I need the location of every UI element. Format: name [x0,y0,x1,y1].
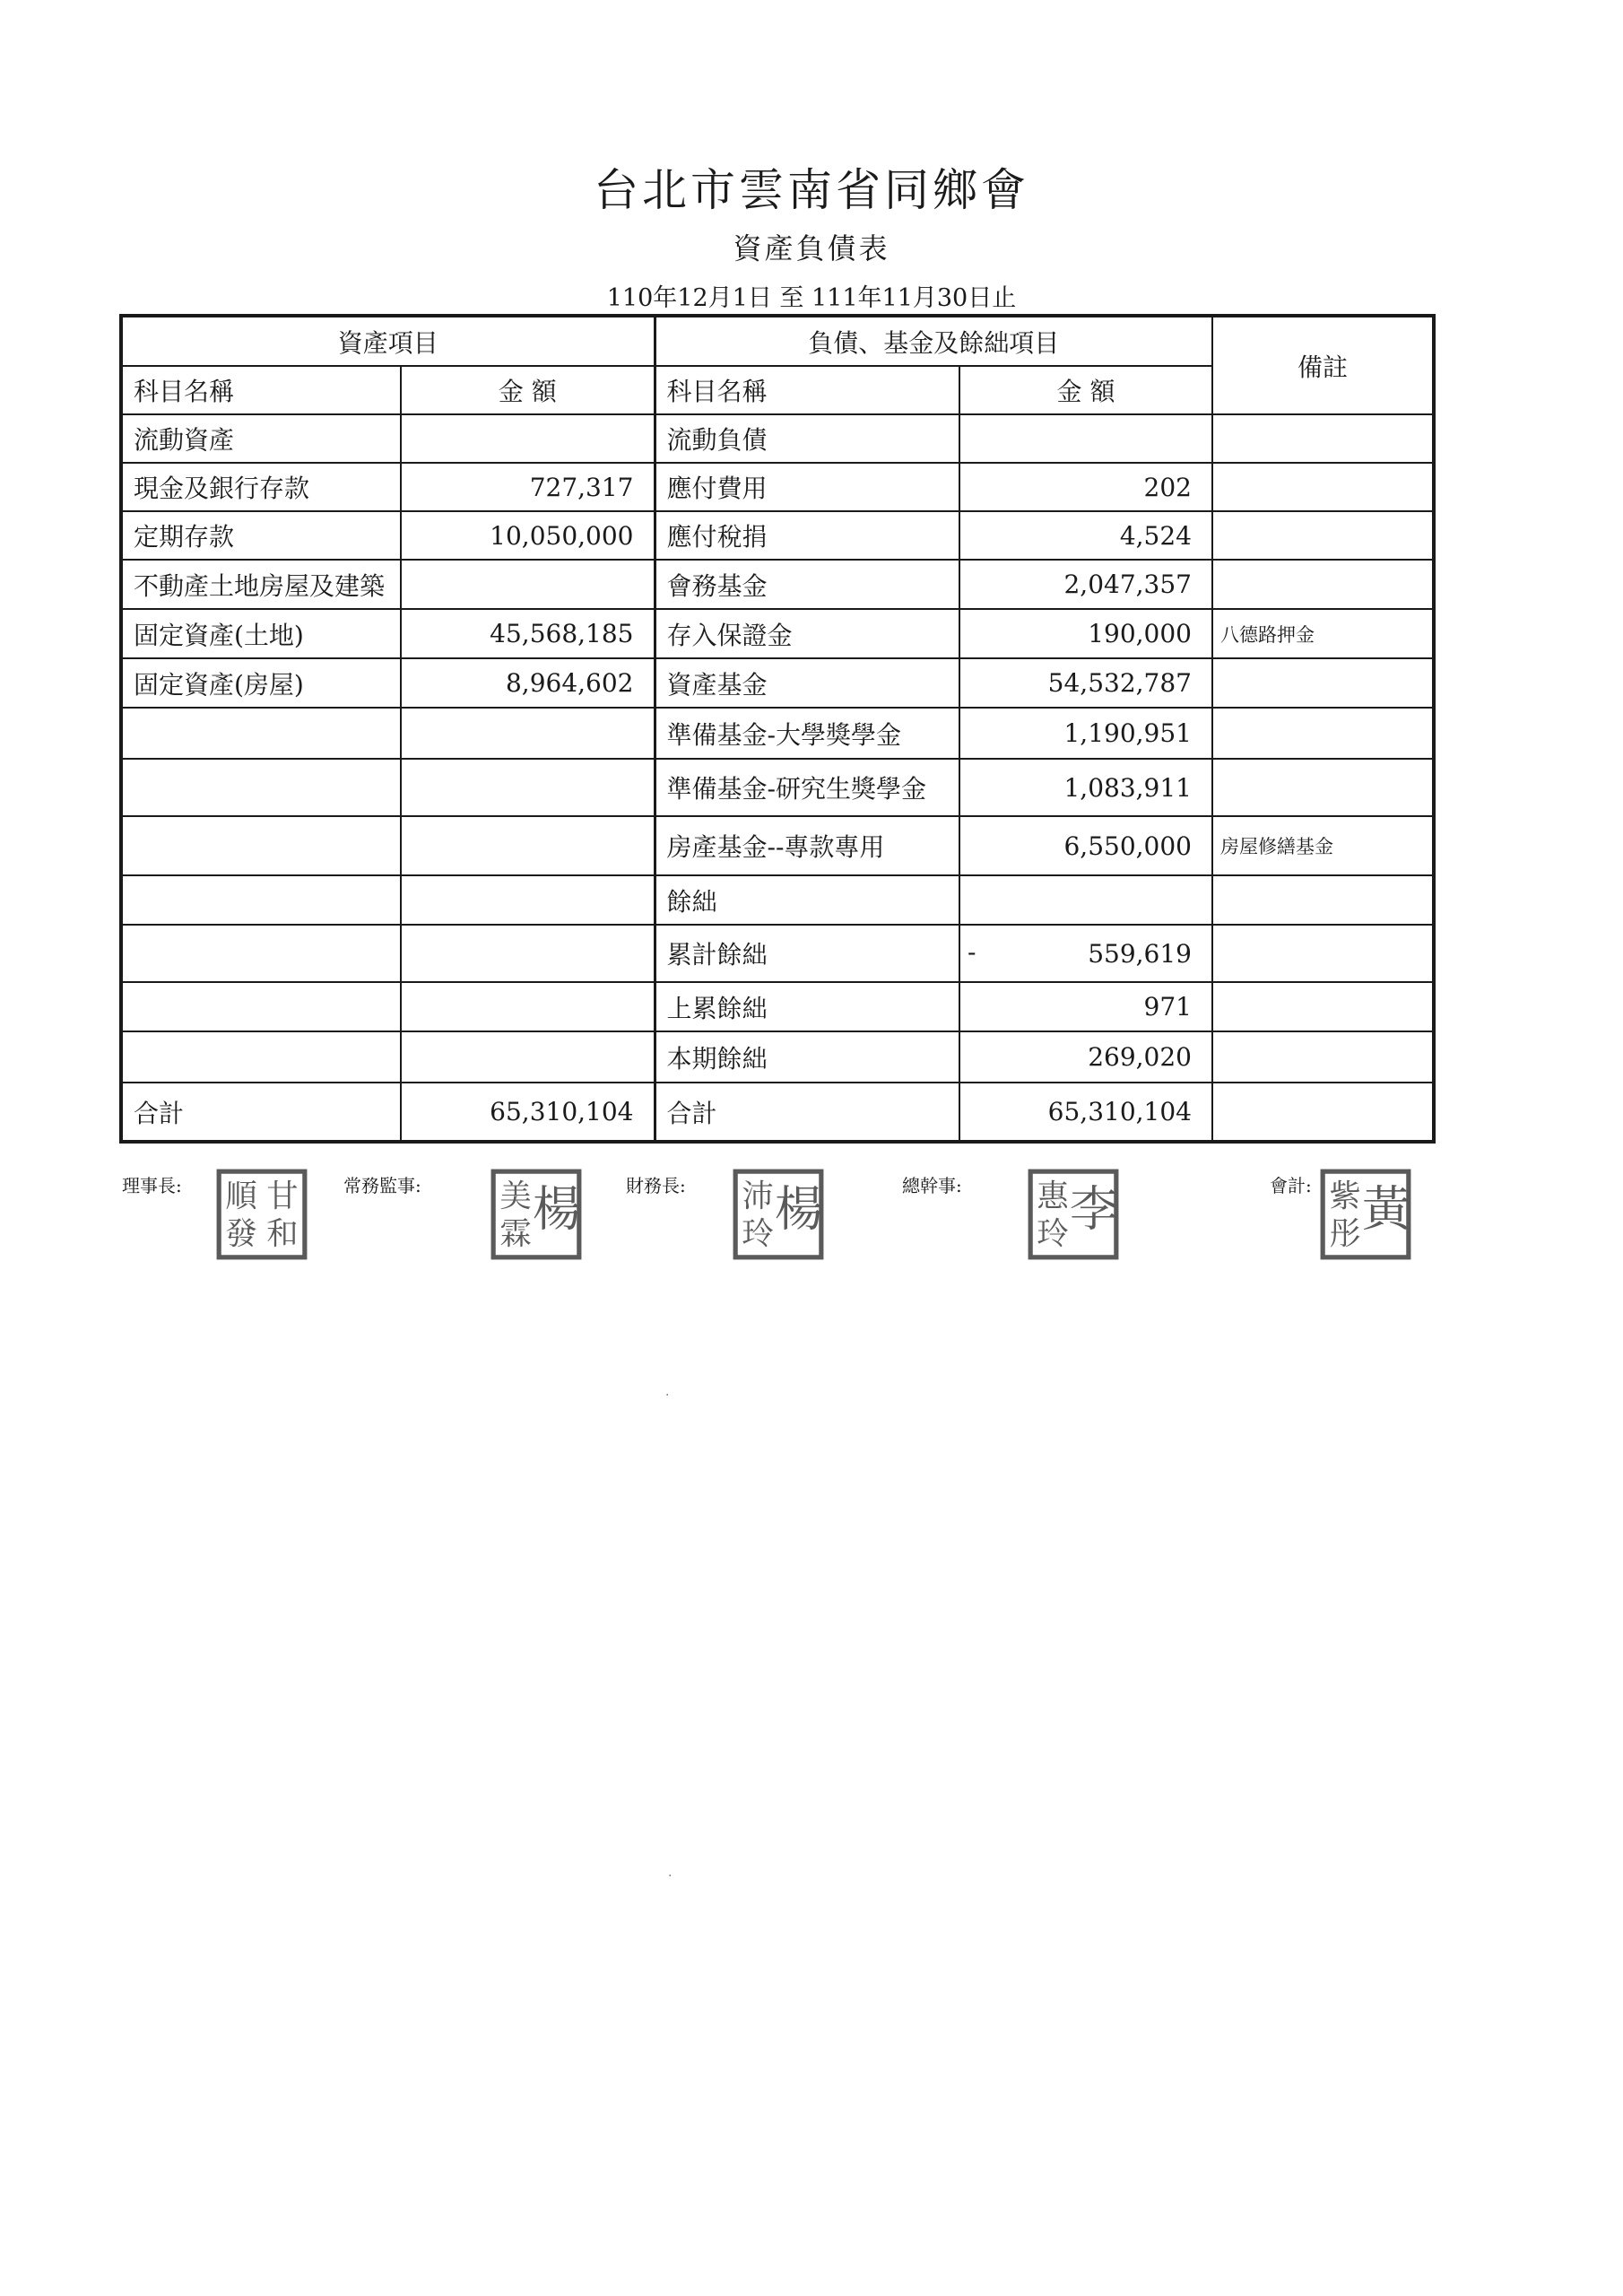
document-subtitle: 資產負債表 [733,231,890,265]
liability-name-cell: 準備基金-大學獎學金 [655,708,959,759]
asset-amount-column-header: 金 額 [401,366,655,414]
asset-name-cell [121,925,401,982]
liability-name-cell: 餘絀 [655,875,959,925]
liability-name-cell: 會務基金 [655,560,959,609]
liability-name-cell: 資產基金 [655,658,959,708]
liability-amount-column-header: 金 額 [959,366,1212,414]
asset-amount-cell [401,875,655,925]
table-row [121,1031,1434,1083]
liability-amount-cell [959,982,1212,1031]
asset-name-cell [121,708,401,759]
table-row [121,759,1434,816]
liability-total-label: 合計 [655,1083,959,1142]
asset-amount-cell [401,1031,655,1083]
amount-value: 4,524 [1119,520,1192,551]
asset-name-cell: 不動產土地房屋及建築 [121,560,401,609]
amount-value: 190,000 [1088,619,1192,648]
remark-cell [1212,875,1434,925]
asset-name-cell: 現金及銀行存款 [121,463,401,511]
asset-amount-cell: 10,050,000 [401,511,655,560]
remark-cell [1212,511,1434,560]
liability-name-column-header: 科目名稱 [655,366,959,414]
seal-glyph: 楊 [774,1180,823,1238]
liability-amount-cell [959,816,1212,875]
seal-glyph: 彤 [1329,1215,1361,1253]
asset-amount-cell [401,708,655,759]
liability-name-cell: 本期餘絀 [655,1031,959,1083]
amount-value: 54,532,787 [1047,668,1192,698]
table-group-header-row [121,316,1434,366]
seal-glyph: 紫 [1329,1178,1361,1215]
official-seal-stamp [732,1168,825,1261]
asset-name-cell [121,759,401,816]
seal-glyph: 發 [225,1215,257,1253]
asset-amount-cell [401,816,655,875]
liability-name-cell: 累計餘絀 [655,925,959,982]
seal-glyph: 李 [1069,1180,1118,1238]
asset-total-amount: 65,310,104 [401,1083,655,1142]
table-row [121,463,1434,511]
table-row [121,609,1434,658]
remark-cell [1212,759,1434,816]
asset-name-cell [121,1031,401,1083]
signature-role-label: 常務監事: [343,1175,421,1196]
seal-glyph: 楊 [532,1180,581,1238]
scan-speck: · [665,1388,670,1403]
liability-name-cell: 流動負債 [655,414,959,463]
seal-glyph: 沛 [742,1178,774,1215]
liability-amount-cell [959,875,1212,925]
liability-name-cell: 應付費用 [655,463,959,511]
asset-name-cell: 固定資產(房屋) [121,658,401,708]
negative-sign: - [968,936,976,967]
liability-name-cell: 存入保證金 [655,609,959,658]
liability-amount-cell [959,463,1212,511]
liability-amount-cell [959,511,1212,560]
amount-value: 971 [1143,992,1192,1022]
assets-header: 資產項目 [121,316,655,366]
table-row [121,511,1434,560]
seal-glyph: 霖 [499,1215,532,1253]
table-row [121,560,1434,609]
reporting-period: 110年12月1日 至 111年11月30日止 [606,284,1017,312]
official-seal-stamp [215,1168,308,1261]
asset-name-cell [121,816,401,875]
document-title: 台北市雲南省同鄉會 [594,164,1029,216]
amount-value: 6,550,000 [1063,831,1192,861]
signature-role-label: 會計: [1270,1175,1312,1196]
liability-amount-cell [959,1031,1212,1083]
official-seal-stamp [1027,1168,1120,1261]
total-row [121,1083,1434,1142]
scan-speck: · [668,1869,673,1883]
asset-name-cell [121,875,401,925]
liability-name-cell: 上累餘絀 [655,982,959,1031]
liability-name-cell: 應付稅捐 [655,511,959,560]
liability-amount-cell [959,658,1212,708]
remark-cell [1212,658,1434,708]
asset-amount-cell: 727,317 [401,463,655,511]
signature-block [0,1164,1623,1281]
asset-name-column-header: 科目名稱 [121,366,401,414]
remark-cell [1212,1031,1434,1083]
table-row [121,875,1434,925]
remark-cell [1212,414,1434,463]
liability-amount-cell [959,560,1212,609]
remark-cell [1212,463,1434,511]
amount-value: 269,020 [1088,1042,1192,1072]
official-seal-stamp [1319,1168,1412,1261]
seal-glyph: 惠 [1037,1178,1069,1215]
liability-amount-cell [959,708,1212,759]
asset-total-label: 合計 [121,1083,401,1142]
asset-amount-cell [401,982,655,1031]
amount-value: 559,619 [1088,938,1192,969]
seal-glyph: 美 [499,1178,532,1215]
official-seal-stamp [490,1168,583,1261]
asset-amount-cell [401,759,655,816]
amount-value: 1,190,951 [1063,718,1192,748]
seal-glyph: 和 [266,1215,299,1253]
asset-amount-cell [401,925,655,982]
seal-glyph: 甘 [266,1178,299,1215]
asset-amount-cell [401,560,655,609]
asset-name-cell: 流動資產 [121,414,401,463]
signature-role-label: 理事長: [122,1175,182,1196]
signature-role-label: 財務長: [626,1175,686,1196]
table-row [121,816,1434,875]
seal-glyph: 玲 [742,1215,774,1253]
table-row [121,708,1434,759]
remark-cell [1212,982,1434,1031]
seal-glyph: 黃 [1361,1180,1410,1238]
liability-name-cell: 房產基金--專款專用 [655,816,959,875]
table-row [121,982,1434,1031]
table-row [121,925,1434,982]
liability-amount-cell [959,759,1212,816]
asset-name-cell: 定期存款 [121,511,401,560]
balance-sheet-table [119,314,1436,1144]
amount-value: 202 [1143,472,1192,502]
remark-cell [1212,560,1434,609]
table-row [121,658,1434,708]
remark-cell [1212,925,1434,982]
asset-amount-cell: 8,964,602 [401,658,655,708]
asset-amount-cell [401,414,655,463]
liabilities-header: 負債、基金及餘絀項目 [655,316,1212,366]
remark-cell: 房屋修繕基金 [1212,816,1434,875]
remarks-header: 備註 [1212,316,1434,414]
liability-amount-cell [959,414,1212,463]
liability-name-cell: 準備基金-研究生獎學金 [655,759,959,816]
amount-value: 2,047,357 [1063,570,1192,599]
table-row [121,414,1434,463]
signature-role-label: 總幹事: [902,1175,962,1196]
remark-cell [1212,1083,1434,1142]
liability-amount-cell [959,925,1212,982]
amount-value: 1,083,911 [1063,772,1192,803]
seal-glyph: 順 [225,1178,257,1215]
liability-amount-cell [959,609,1212,658]
asset-amount-cell: 45,568,185 [401,609,655,658]
liability-total-amount: 65,310,104 [959,1083,1212,1142]
asset-name-cell: 固定資產(土地) [121,609,401,658]
remark-cell: 八德路押金 [1212,609,1434,658]
asset-name-cell [121,982,401,1031]
remark-cell [1212,708,1434,759]
seal-glyph: 玲 [1037,1215,1069,1253]
